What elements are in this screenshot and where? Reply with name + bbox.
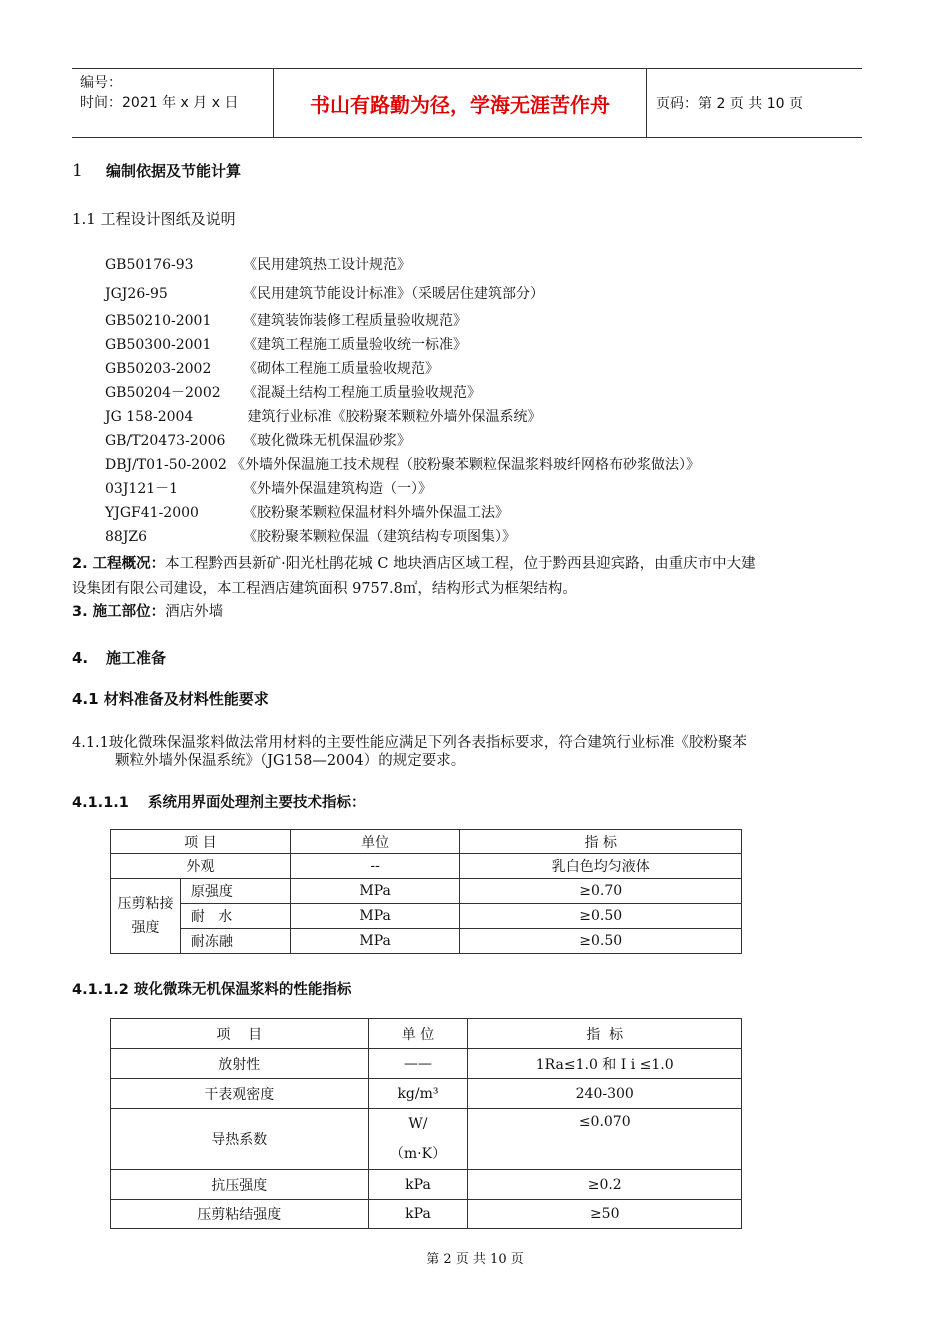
column-header: 项 目 [111, 1019, 369, 1049]
reference-code: JG 158-2004 [105, 409, 194, 425]
table-row [111, 929, 742, 954]
header-motto: 书山有路勤为径，学海无涯苦作舟 [310, 93, 610, 117]
location-label: 3. 施工部位： [72, 604, 166, 620]
column-header: 指 标 [468, 1019, 742, 1049]
reference-title: 《混凝土结构工程施工质量验收规范》 [243, 385, 481, 401]
table-cell: 1Ra≤1.0 和 I i ≤1.0 [468, 1049, 742, 1079]
reference-title: 《建筑工程施工质量验收统一标准》 [243, 337, 467, 353]
table-row [111, 1079, 742, 1109]
table-row [111, 879, 742, 904]
table-cell: 乳白色均匀液体 [460, 854, 742, 879]
table-cell: kPa [368, 1170, 468, 1200]
column-header: 单位 [290, 830, 460, 854]
table-cell: -- [290, 854, 460, 879]
table-title: 4.1.1.2 玻化微珠无机保温浆料的性能指标 [72, 982, 352, 998]
header-page-number: 页码：第 2 页 共 10 页 [656, 96, 803, 112]
table-cell: 干表观密度 [111, 1079, 369, 1109]
table-cell: MPa [290, 929, 460, 954]
reference-title: 《玻化微珠无机保温砂浆》 [243, 433, 411, 449]
table-row [111, 1109, 742, 1170]
reference-code: GB50210-2001 [105, 313, 212, 329]
table-cell: 外观 [111, 854, 291, 879]
reference-code: JGJ26-95 [105, 286, 168, 302]
reference-title: 《外墙外保温建筑构造（一）》 [243, 481, 432, 497]
document-time: 时间：2021 年 x 月 x 日 [80, 95, 239, 111]
reference-code: GB50204－2002 [105, 385, 221, 401]
table-cell: kg/m³ [368, 1079, 468, 1109]
reference-item [105, 334, 467, 354]
table-cell: MPa [290, 879, 460, 904]
unit-line: （m·K） [389, 1146, 447, 1162]
group-label-cell: 压剪粘接强度 [111, 879, 181, 954]
reference-item [105, 526, 516, 546]
reference-title: 《胶粉聚苯颗粒保温（建筑结构专项图集）》 [243, 529, 516, 545]
table-row [111, 1170, 742, 1200]
reference-item [105, 478, 432, 498]
reference-title: 《民用建筑节能设计标准》（采暖居住建筑部分） [243, 286, 544, 302]
table-cell: kPa [368, 1200, 468, 1229]
reference-title: 《砌体工程施工质量验收规范》 [243, 361, 439, 377]
reference-code: YJGF41-2000 [105, 505, 199, 521]
table-cell: —— [368, 1049, 468, 1079]
header-meta [80, 73, 238, 113]
section-number: 1 [72, 161, 83, 181]
table-cell: ≥0.50 [460, 929, 742, 954]
column-header: 项 目 [111, 830, 291, 854]
reference-code: GB50203-2002 [105, 361, 212, 377]
reference-item [105, 454, 700, 474]
interface-agent-table [110, 829, 742, 954]
table-header-row [111, 830, 742, 854]
reference-code: 03J121－1 [105, 481, 179, 497]
header-divider [646, 69, 647, 137]
paragraph-text: 玻化微珠保温浆料做法常用材料的主要性能应满足下列各表指标要求，符合建筑行业标准《胶粉聚苯 [108, 735, 747, 751]
table-row [111, 1049, 742, 1079]
subsection-heading: 1.1 工程设计图纸及说明 [72, 210, 236, 228]
reference-item [105, 406, 541, 426]
page-header [72, 68, 862, 138]
insulation-mortar-table [110, 1018, 742, 1229]
table-row [111, 904, 742, 929]
table-cell: 耐 水 [180, 904, 290, 929]
table-cell: 原强度 [180, 879, 290, 904]
paragraph-text-continued: 颗粒外墙外保温系统》（JG158—2004）的规定要求。 [115, 753, 466, 769]
location-paragraph [72, 600, 223, 621]
reference-title: 建筑行业标准《胶粉聚苯颗粒外墙外保温系统》 [243, 409, 542, 425]
table-cell: 压剪粘结强度 [111, 1200, 369, 1229]
page-footer: 第 2 页 共 10 页 [426, 1252, 524, 1267]
table-title-text: 系统用界面处理剂主要技术指标： [148, 795, 366, 811]
column-header: 指 标 [460, 830, 742, 854]
table-cell: ≥0.70 [460, 879, 742, 904]
reference-title: 《建筑装饰装修工程质量验收规范》 [243, 313, 467, 329]
reference-item [105, 254, 411, 274]
table-title-number: 4.1.1.1 [72, 795, 129, 811]
table-cell: 抗压强度 [111, 1170, 369, 1200]
reference-item [105, 382, 481, 402]
unit-line: W/ [408, 1116, 428, 1132]
reference-item [105, 358, 439, 378]
table-row [111, 1200, 742, 1229]
reference-item [105, 502, 509, 522]
reference-title: 《胶粉聚苯颗粒保温材料外墙外保温工法》 [243, 505, 509, 521]
reference-code: 88JZ6 [105, 529, 148, 545]
paragraph-number: 4.1.1 [72, 735, 109, 751]
reference-item [105, 283, 544, 303]
section-heading [72, 647, 166, 668]
subsection-heading: 4.1 材料准备及材料性能要求 [72, 690, 269, 708]
reference-code: GB50176-93 [105, 257, 194, 273]
table-title [72, 791, 366, 812]
reference-item [105, 310, 467, 330]
overview-text: 本工程黔西县新矿·阳光杜鹃花城 C 地块酒店区域工程，位于黔西县迎宾路，由重庆市中大建 [165, 556, 756, 572]
section-number: 4. [72, 649, 89, 667]
document-number-label: 编号： [80, 75, 122, 91]
column-header: 单 位 [368, 1019, 468, 1049]
overview-label: 2. 工程概况： [72, 556, 166, 572]
table-row [111, 854, 742, 879]
table-cell: MPa [290, 904, 460, 929]
section-title: 编制依据及节能计算 [106, 162, 242, 180]
table-cell [368, 1109, 468, 1170]
reference-item [105, 430, 411, 450]
reference-code: GB/T20473-2006 [105, 433, 226, 449]
overview-paragraph [72, 552, 756, 573]
reference-title: 《民用建筑热工设计规范》 [243, 257, 411, 273]
table-cell: ≥50 [468, 1200, 742, 1229]
table-header-row [111, 1019, 742, 1049]
reference-title: 《外墙外保温施工技术规程（胶粉聚苯颗粒保温浆料玻纤网格布砂浆做法）》 [231, 457, 700, 473]
table-cell: ≥0.2 [468, 1170, 742, 1200]
table-cell: ≤0.070 [468, 1109, 742, 1170]
location-value: 酒店外墙 [165, 604, 224, 620]
table-cell: 导热系数 [111, 1109, 369, 1170]
reference-code: DBJ/T01-50-2002 [105, 457, 227, 473]
table-cell: ≥0.50 [460, 904, 742, 929]
reference-code: GB50300-2001 [105, 337, 212, 353]
table-cell: 240-300 [468, 1079, 742, 1109]
section-heading [72, 160, 241, 181]
table-cell: 放射性 [111, 1049, 369, 1079]
table-cell: 耐冻融 [180, 929, 290, 954]
section-title: 施工准备 [106, 649, 167, 667]
overview-text-continued: 设集团有限公司建设，本工程酒店建筑面积 9757.8㎡，结构形式为框架结构。 [72, 581, 577, 597]
